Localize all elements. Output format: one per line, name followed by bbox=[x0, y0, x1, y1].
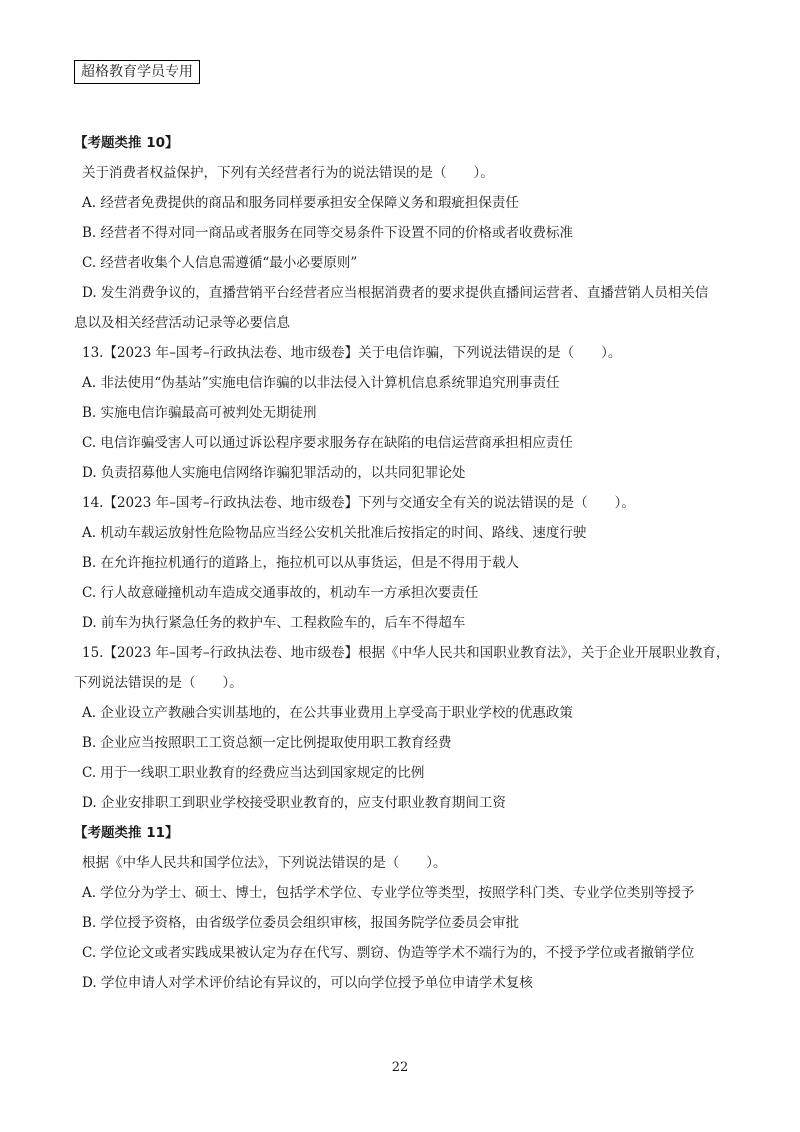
option-d: D. 负责招募他人实施电信网络诈骗犯罪活动的，以共同犯罪论处 bbox=[82, 465, 466, 481]
option-d: D. 学位申请人对学术评价结论有异议的，可以向学位授予单位申请学术复核 bbox=[82, 975, 533, 991]
question-stem: 根据《中华人民共和国学位法》，下列说法错误的是（ ）。 bbox=[82, 855, 447, 871]
option-d: D. 前车为执行紧急任务的救护车、工程救险车的，后车不得超车 bbox=[82, 615, 466, 631]
option-b: B. 学位授予资格，由省级学位委员会组织审核，报国务院学位委员会审批 bbox=[82, 915, 520, 931]
option-c: C. 学位论文或者实践成果被认定为存在代写、剽窃、伪造等学术不端行为的，不授予学位或者撤销学位 bbox=[82, 945, 695, 961]
option-a: A. 非法使用“伪基站”实施电信诈骗的以非法侵入计算机信息系统罪追究刑事责任 bbox=[82, 375, 560, 391]
header-label: 超格教育学员专用 bbox=[74, 60, 200, 84]
option-c: C. 经营者收集个人信息需遵循“最小必要原则” bbox=[82, 255, 358, 271]
question-15-stem: 15.【2023 年–国考–行政执法卷、地市级卷】根据《中华人民共和国职业教育法》，关于企业开展职业教育， bbox=[82, 645, 730, 661]
question-14-stem: 14.【2023 年–国考–行政执法卷、地市级卷】下列与交通安全有关的说法错误的是（ ）。 bbox=[82, 495, 635, 511]
section-tag-10: 【考题类推 10】 bbox=[74, 135, 179, 151]
option-b: B. 在允许拖拉机通行的道路上，拖拉机可以从事货运，但是不得用于载人 bbox=[82, 555, 520, 571]
page-number: 22 bbox=[391, 1060, 409, 1075]
option-b: B. 经营者不得对同一商品或者服务在同等交易条件下设置不同的价格或者收费标准 bbox=[82, 225, 574, 241]
option-b: B. 企业应当按照职工工资总额一定比例提取使用职工教育经费 bbox=[82, 735, 452, 751]
option-c: C. 行人故意碰撞机动车造成交通事故的，机动车一方承担次要责任 bbox=[82, 585, 479, 601]
option-a: A. 经营者免费提供的商品和服务同样要承担安全保障义务和瑕疵担保责任 bbox=[82, 195, 519, 211]
option-c: C. 电信诈骗受害人可以通过诉讼程序要求服务存在缺陷的电信运营商承担相应责任 bbox=[82, 435, 573, 451]
option-d-continued: 息以及相关经营活动记录等必要信息 bbox=[74, 315, 290, 331]
section-tag-11: 【考题类推 11】 bbox=[74, 825, 179, 841]
question-13-stem: 13.【2023 年–国考–行政执法卷、地市级卷】关于电信诈骗，下列说法错误的是（ ）。 bbox=[82, 345, 622, 361]
document-body bbox=[74, 128, 734, 998]
option-c: C. 用于一线职工职业教育的经费应当达到国家规定的比例 bbox=[82, 765, 425, 781]
option-a: A. 企业设立产教融合实训基地的，在公共事业费用上享受高于职业学校的优惠政策 bbox=[82, 705, 573, 721]
question-15-stem-continued: 下列说法错误的是（ ）。 bbox=[74, 675, 243, 691]
option-a: A. 学位分为学士、硕士、博士，包括学术学位、专业学位等类型，按照学科门类、专业学位类别等授予 bbox=[82, 885, 695, 901]
option-b: B. 实施电信诈骗最高可被判处无期徒刑 bbox=[82, 405, 317, 421]
option-a: A. 机动车载运放射性危险物品应当经公安机关批准后按指定的时间、路线、速度行驶 bbox=[82, 525, 587, 541]
option-d: D. 企业安排职工到职业学校接受职业教育的，应支付职业教育期间工资 bbox=[82, 795, 506, 811]
question-stem: 关于消费者权益保护，下列有关经营者行为的说法错误的是（ ）。 bbox=[82, 165, 494, 181]
option-d: D. 发生消费争议的，直播营销平台经营者应当根据消费者的要求提供直播间运营者、直播营销人员相关信 bbox=[82, 285, 709, 301]
